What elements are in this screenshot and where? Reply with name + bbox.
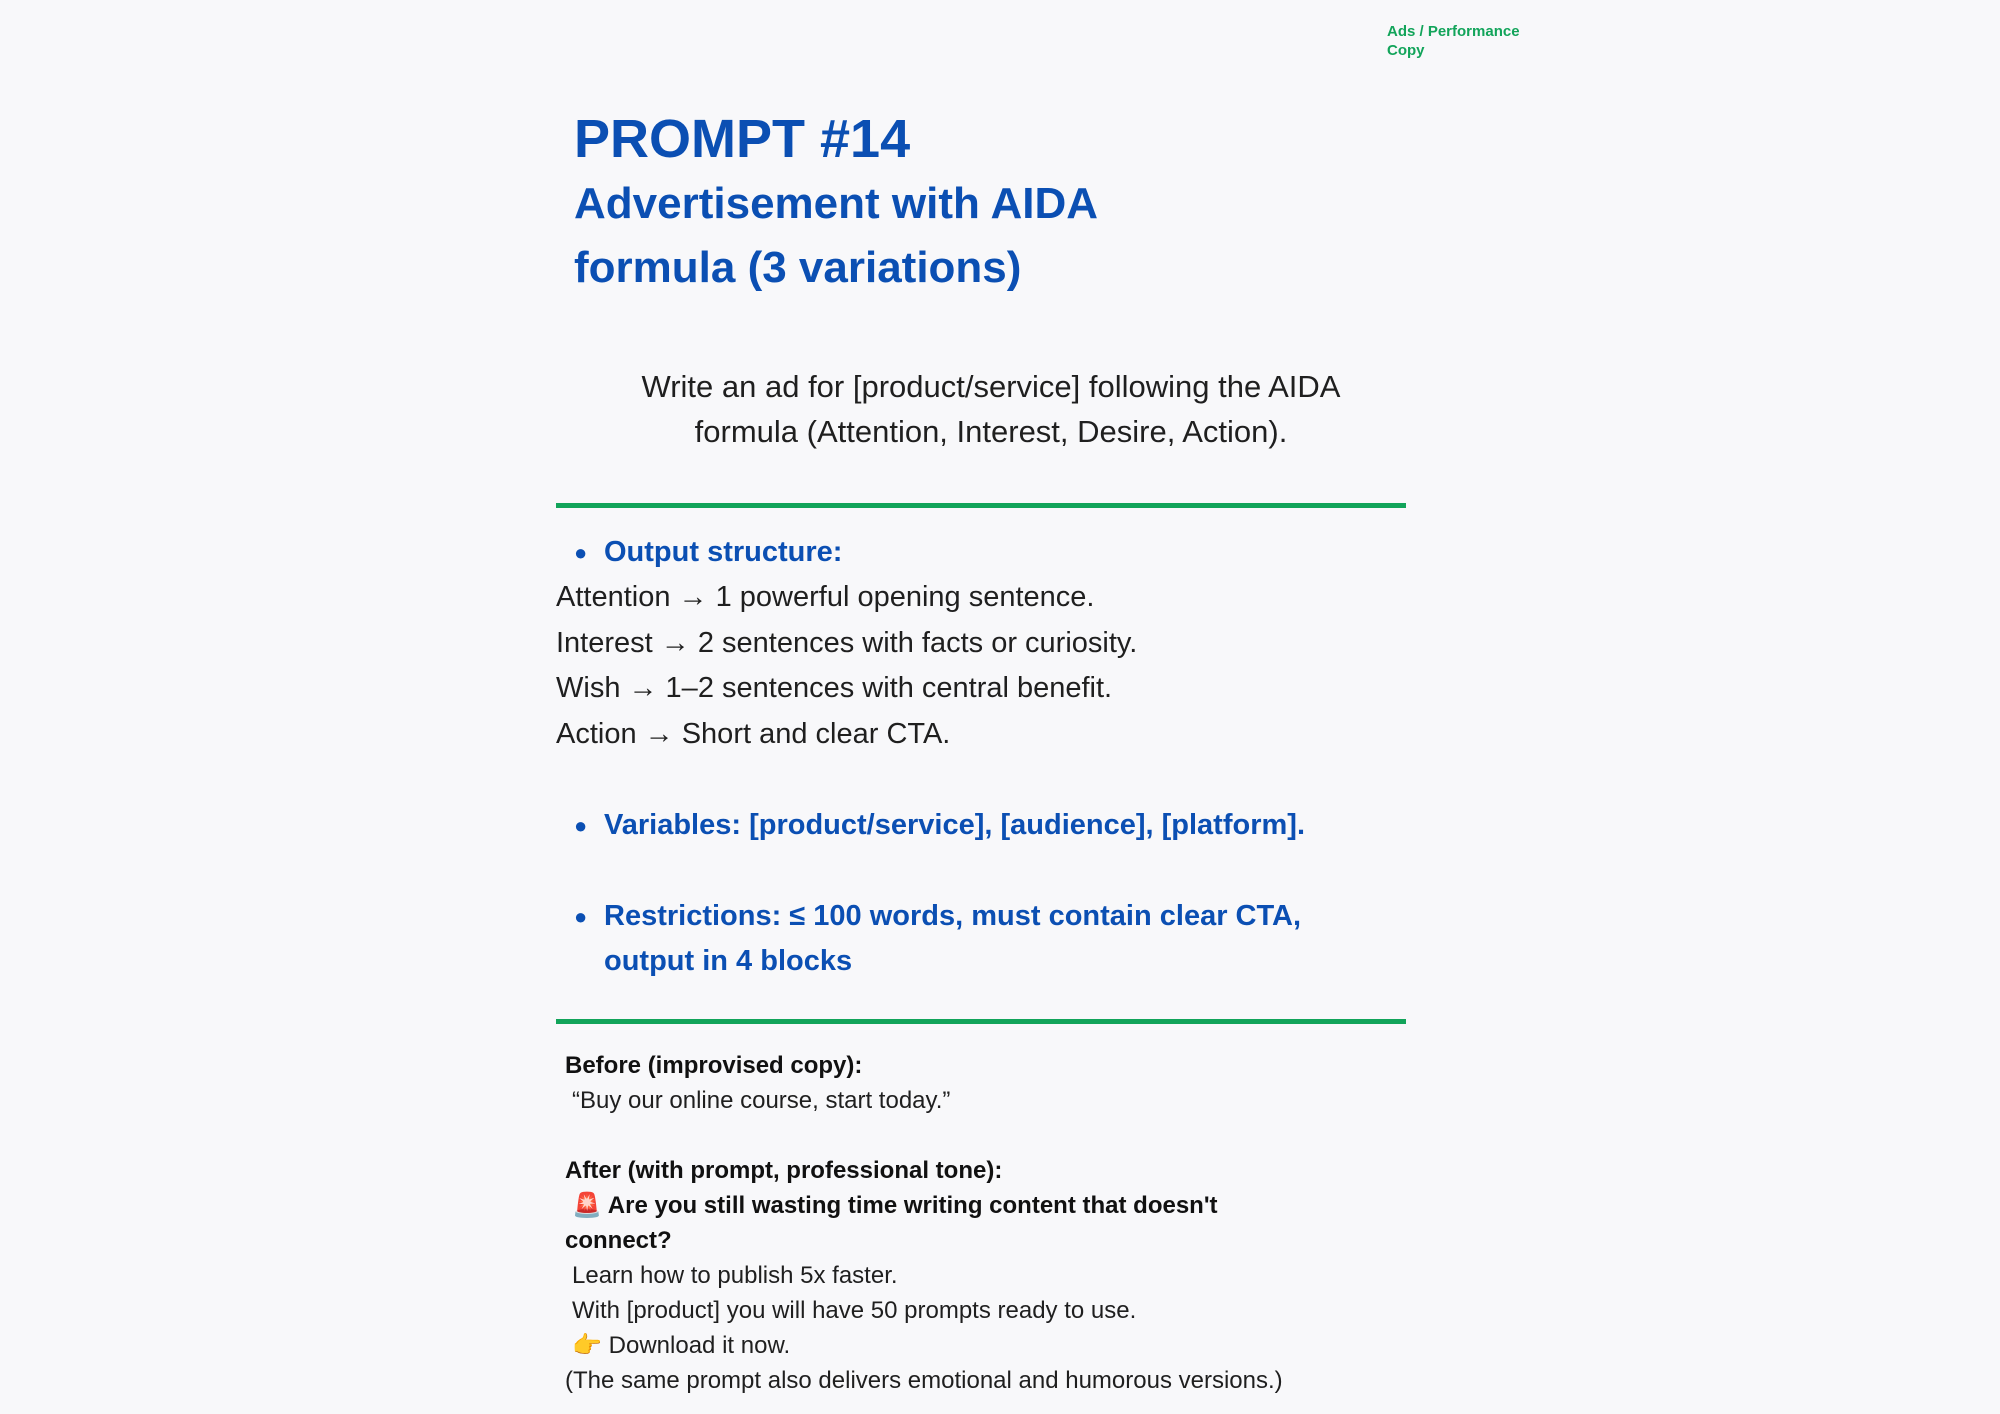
divider-bottom [556,1019,1406,1024]
after-headline-text: Are you still wasting time writing content that doesn't [607,1192,1218,1219]
category-tag-line-1: Ads / Performance [1387,23,1520,40]
intro-text [556,364,1426,454]
output-structure-steps [556,575,1376,757]
after-headline-line-1 [565,1188,1425,1223]
bullet-output-structure [574,530,1374,575]
variables-text: Variables: [product/service], [audience], [platform]. [604,809,1305,841]
category-tag-line-2: Copy [1387,42,1425,59]
divider-top [556,503,1406,508]
subtitle-line-1: Advertisement with AIDA [574,179,1099,228]
restrictions-line-2: output in 4 blocks [604,945,853,977]
restrictions-text [604,894,1364,984]
category-tag [1387,22,1557,60]
after-cta [565,1328,1425,1363]
bullet-dot: ● [574,904,588,929]
bullet-restrictions [574,894,1374,984]
subtitle-line-2: formula (3 variations) [574,243,1022,292]
after-note: (The same prompt also delivers emotional and humorous versions.) [565,1367,1283,1394]
after-cta-text: Download it now. [608,1332,791,1359]
step-interest: Interest → 2 sentences with facts or curiosity. [556,626,1138,659]
restrictions-line-1: Restrictions: ≤ 100 words, must contain clear CTA, [604,900,1302,932]
after-label: After (with prompt, professional tone): [565,1157,1003,1184]
after-headline-line-2: connect? [565,1227,672,1254]
before-label: Before (improvised copy): [565,1052,863,1079]
siren-icon: 🚨 [572,1192,602,1219]
before-section [565,1048,1425,1118]
bullet-variables [574,803,1374,848]
intro-line-1: Write an ad for [product/service] following the AIDA [641,369,1341,404]
bullet-dot: ● [574,813,588,838]
bullet-dot: ● [574,540,588,565]
output-structure-label: Output structure: [604,536,843,568]
step-attention: Attention → 1 powerful opening sentence. [556,581,1095,613]
after-line-1: Learn how to publish 5x faster. [572,1262,898,1289]
page-subtitle [574,172,1274,300]
before-text: “Buy our online course, start today.” [572,1087,951,1114]
after-section [565,1153,1425,1398]
after-line-2: With [product] you will have 50 prompts ready to use. [572,1297,1137,1324]
pointing-hand-icon: 👉 [572,1332,602,1359]
intro-line-2: formula (Attention, Interest, Desire, Action). [694,414,1288,449]
step-action: Action → Short and clear CTA. [556,717,951,750]
page-title: PROMPT #14 [574,109,911,169]
step-wish: Wish → 1–2 sentences with central benefit. [556,672,1113,704]
